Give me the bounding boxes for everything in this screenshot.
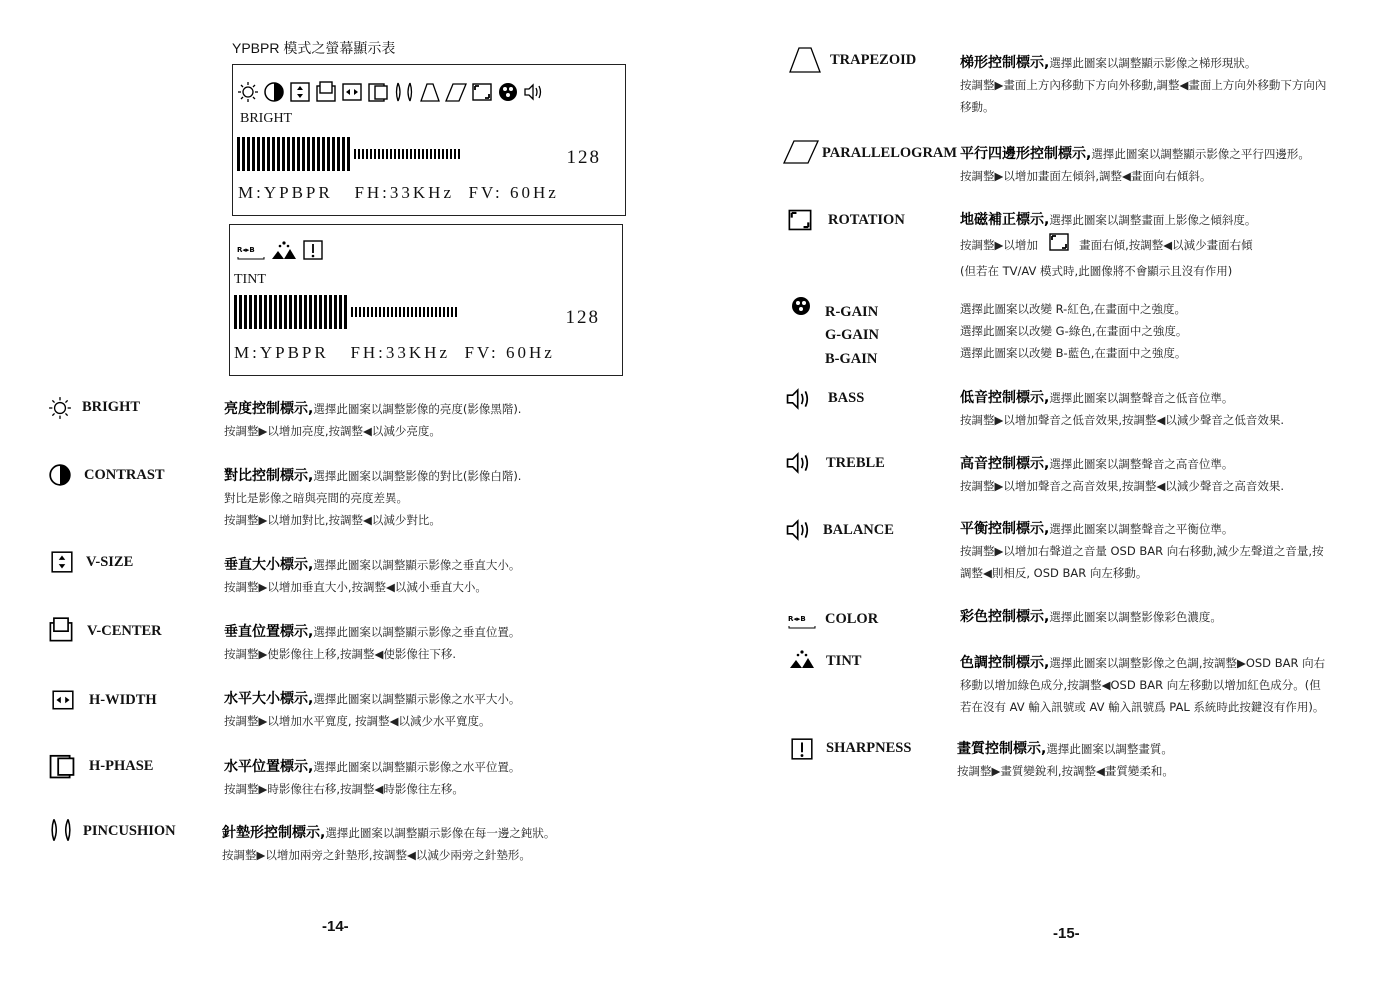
desc-heading: 低音控制標示, bbox=[960, 390, 1050, 406]
page-15 bbox=[695, 0, 1390, 992]
item-description bbox=[222, 822, 555, 866]
item-description bbox=[960, 387, 1284, 431]
desc-line: 按調整▶以增加聲音之低音效果,按調整◀以減少聲音之低音效果. bbox=[960, 413, 1284, 427]
desc-line: 選擇此圖案以調整顯示影像在每一邊之鈍狀。 bbox=[325, 826, 556, 840]
desc-line: 選擇此圖案以調整聲音之低音位準。 bbox=[1049, 391, 1234, 405]
desc-line: 按調整▶以增加兩旁之針墊形,按調整◀以減少兩旁之針墊形。 bbox=[222, 848, 531, 862]
osd-display-bright bbox=[232, 64, 626, 216]
desc-line: 按調整▶使影像往上移,按調整◀使影像往下移. bbox=[224, 647, 456, 661]
item-name: SHARPNESS bbox=[826, 740, 912, 756]
desc-line: 移動。 bbox=[960, 100, 995, 114]
parallelogram-icon bbox=[445, 81, 467, 103]
item-name: BALANCE bbox=[823, 522, 894, 538]
osd-label: TINT bbox=[234, 272, 266, 287]
item-name: CONTRAST bbox=[84, 467, 165, 483]
item-name: BRIGHT bbox=[82, 399, 141, 415]
color-icon bbox=[236, 239, 266, 261]
desc-line: 畫面右傾,按調整◀以減少畫面右傾 bbox=[1079, 238, 1253, 252]
item-description bbox=[960, 143, 1310, 187]
item-name: TRAPEZOID bbox=[830, 52, 917, 68]
item-name-r-gain: R-GAIN bbox=[825, 304, 879, 320]
v-center-icon bbox=[315, 81, 337, 103]
rotation-icon bbox=[1046, 231, 1072, 260]
desc-heading: 垂直大小標示, bbox=[224, 557, 314, 573]
item-name: V-SIZE bbox=[86, 554, 134, 570]
item-name: TINT bbox=[826, 653, 862, 669]
desc-heading: 對比控制標示, bbox=[224, 468, 314, 484]
bar-empty-segment bbox=[351, 307, 458, 317]
item-name: H-PHASE bbox=[89, 758, 154, 774]
desc-heading: 高音控制標示, bbox=[960, 456, 1050, 472]
palette-icon bbox=[790, 295, 812, 317]
item-description bbox=[960, 652, 1325, 718]
speaker-icon bbox=[785, 449, 813, 477]
osd-level-bar bbox=[237, 137, 461, 171]
desc-line: 調整◀則相反, OSD BAR 向左移動。 bbox=[960, 566, 1148, 580]
desc-heading: 彩色控制標示, bbox=[960, 609, 1050, 625]
osd-icon-row bbox=[236, 239, 324, 261]
desc-line: 選擇此圖案以調整顯示影像之垂直位置。 bbox=[313, 625, 521, 639]
h-phase-icon bbox=[48, 752, 76, 780]
item-description bbox=[960, 209, 1256, 282]
speaker-icon bbox=[523, 81, 545, 103]
desc-line: 選擇此圖案以調整聲音之高音位準。 bbox=[1049, 457, 1234, 471]
osd-value: 128 bbox=[565, 307, 600, 328]
h-width-icon bbox=[50, 688, 76, 712]
desc-line: 按調整▶以增加 bbox=[960, 238, 1038, 252]
desc-line: 選擇此圖案以調整顯示影像之水平大小。 bbox=[313, 692, 521, 706]
desc-line: 選擇此圖案以改變 B-藍色,在畫面中之強度。 bbox=[960, 346, 1187, 360]
desc-line: 選擇此圖案以調整影像的對比(影像白階). bbox=[313, 469, 522, 483]
item-description bbox=[960, 518, 1324, 584]
v-size-icon bbox=[289, 81, 311, 103]
desc-line: 選擇此圖案以調整畫質。 bbox=[1046, 742, 1173, 756]
desc-line: 按調整▶以增加畫面左傾斜,調整◀畫面向右傾斜。 bbox=[960, 169, 1212, 183]
sharpness-icon bbox=[790, 737, 814, 761]
bar-filled-segment bbox=[234, 295, 349, 329]
v-center-icon bbox=[48, 616, 74, 644]
item-name: COLOR bbox=[825, 611, 879, 627]
item-description bbox=[224, 688, 520, 732]
color-icon bbox=[787, 608, 817, 630]
desc-line: 選擇此圖案以調整畫面上影像之傾斜度。 bbox=[1049, 213, 1257, 227]
item-description bbox=[960, 52, 1326, 118]
item-name: ROTATION bbox=[828, 212, 905, 228]
osd-level-bar bbox=[234, 295, 458, 329]
tint-icon bbox=[787, 648, 817, 670]
desc-line: 選擇此圖案以調整影像的亮度(影像黑階). bbox=[313, 402, 522, 416]
item-description bbox=[960, 606, 1222, 628]
rotation-icon bbox=[471, 81, 493, 103]
color-icon-text: R◂▸B bbox=[788, 615, 806, 623]
speaker-icon bbox=[785, 385, 813, 413]
item-description bbox=[960, 298, 1187, 364]
item-description bbox=[960, 453, 1284, 497]
item-name: V-CENTER bbox=[87, 623, 162, 639]
item-description bbox=[224, 554, 520, 598]
h-phase-icon bbox=[367, 81, 389, 103]
desc-heading: 水平大小標示, bbox=[224, 691, 314, 707]
page-number: -14- bbox=[322, 918, 349, 935]
bar-filled-segment bbox=[237, 137, 352, 171]
osd-label: BRIGHT bbox=[240, 111, 293, 126]
desc-line: 選擇此圖案以調整顯示影像之梯形現狀。 bbox=[1049, 56, 1257, 70]
osd-value: 128 bbox=[566, 147, 601, 168]
item-description bbox=[224, 398, 521, 442]
desc-line: 選擇此圖案以改變 G-綠色,在畫面中之強度。 bbox=[960, 324, 1188, 338]
desc-heading: 平行四邊形控制標示, bbox=[960, 146, 1092, 162]
osd-status-line: M:YPBPR FH:33KHz FV: 60Hz bbox=[238, 183, 559, 202]
palette-icon bbox=[497, 81, 519, 103]
sun-icon bbox=[237, 81, 259, 103]
item-name: BASS bbox=[828, 390, 865, 406]
desc-line: 選擇此圖案以調整顯示影像之平行四邊形。 bbox=[1091, 147, 1310, 161]
desc-line: 按調整▶以增加垂直大小,按調整◀以減小垂直大小。 bbox=[224, 580, 487, 594]
bar-empty-segment bbox=[354, 149, 461, 159]
desc-line: 按調整▶畫質變銳利,按調整◀畫質變柔和。 bbox=[957, 764, 1174, 778]
svg-text:R◂▸B: R◂▸B bbox=[237, 246, 255, 254]
osd-display-tint bbox=[229, 224, 623, 376]
sun-icon bbox=[48, 396, 72, 420]
page-number: -15- bbox=[1053, 925, 1080, 942]
desc-line: 按調整▶畫面上方內移動下方向外移動,調整◀畫面上方向外移動下方向內 bbox=[960, 78, 1327, 92]
item-description bbox=[224, 621, 520, 665]
v-size-icon bbox=[50, 550, 74, 574]
item-description bbox=[957, 738, 1174, 782]
desc-heading: 色調控制標示, bbox=[960, 655, 1050, 671]
parallelogram-icon bbox=[782, 139, 820, 165]
desc-line: 按調整▶以增加聲音之高音效果,按調整◀以減少聲音之高音效果. bbox=[960, 479, 1284, 493]
desc-line: 按調整▶以增加右聲道之音量 OSD BAR 向右移動,減少左聲道之音量,按 bbox=[960, 544, 1324, 558]
desc-line: 按調整▶以增加對比,按調整◀以減少對比。 bbox=[224, 513, 441, 527]
desc-heading: 平衡控制標示, bbox=[960, 521, 1050, 537]
desc-line: 按調整▶以增加水平寬度, 按調整◀以減少水平寬度。 bbox=[224, 714, 491, 728]
desc-line: 選擇此圖案以調整影像之色調,按調整▶OSD BAR 向右 bbox=[1049, 656, 1326, 670]
tint-icon bbox=[270, 239, 298, 261]
item-name-b-gain: B-GAIN bbox=[825, 351, 878, 367]
desc-line: 若在沒有 AV 輸入訊號或 AV 輸入訊號爲 PAL 系統時此按鍵沒有作用)。 bbox=[960, 700, 1325, 714]
desc-heading: 水平位置標示, bbox=[224, 759, 314, 775]
desc-line: 對比是影像之暗與亮間的亮度差異。 bbox=[224, 491, 408, 505]
osd-status-line: M:YPBPR FH:33KHz FV: 60Hz bbox=[234, 343, 555, 362]
item-name: H-WIDTH bbox=[89, 692, 157, 708]
item-description bbox=[224, 465, 521, 531]
desc-line: 移動以增加綠色成分,按調整◀OSD BAR 向左移動以增加紅色成分。(但 bbox=[960, 678, 1321, 692]
desc-line: 選擇此圖案以調整顯示影像之垂直大小。 bbox=[313, 558, 521, 572]
item-name: PARALLELOGRAM bbox=[822, 145, 958, 161]
desc-line: 按調整▶以增加亮度,按調整◀以減少亮度。 bbox=[224, 424, 441, 438]
desc-line: 選擇此圖案以調整影像彩色濃度。 bbox=[1049, 610, 1222, 624]
contrast-icon bbox=[48, 463, 72, 487]
desc-heading: 亮度控制標示, bbox=[224, 401, 314, 417]
h-width-icon bbox=[341, 81, 363, 103]
item-name: TREBLE bbox=[826, 455, 885, 471]
desc-line: 選擇此圖案以調整聲音之平衡位準。 bbox=[1049, 522, 1234, 536]
item-name: PINCUSHION bbox=[83, 823, 176, 839]
desc-heading: 垂直位置標示, bbox=[224, 624, 314, 640]
item-description bbox=[224, 756, 520, 800]
pincushion-icon bbox=[393, 81, 415, 103]
desc-heading: 畫質控制標示, bbox=[957, 741, 1047, 757]
item-name-g-gain: G-GAIN bbox=[825, 327, 879, 343]
osd-table-title: YPBPR 模式之螢幕顯示表 bbox=[232, 40, 396, 56]
contrast-icon bbox=[263, 81, 285, 103]
desc-heading: 梯形控制標示, bbox=[960, 55, 1050, 71]
desc-line: (但若在 TV/AV 模式時,此圖像將不會顯示且沒有作用) bbox=[960, 264, 1233, 278]
pincushion-icon bbox=[46, 817, 76, 843]
desc-heading: 針墊形控制標示, bbox=[222, 825, 326, 841]
trapezoid-icon bbox=[419, 81, 441, 103]
sharpness-icon bbox=[302, 239, 324, 261]
desc-line: 按調整▶時影像往右移,按調整◀時影像往左移。 bbox=[224, 782, 464, 796]
rotation-icon bbox=[787, 207, 813, 233]
speaker-icon bbox=[785, 516, 813, 544]
osd-icon-row bbox=[237, 81, 545, 103]
trapezoid-icon bbox=[788, 46, 822, 74]
desc-line: 選擇此圖案以改變 R-紅色,在畫面中之強度。 bbox=[960, 302, 1186, 316]
desc-line: 選擇此圖案以調整顯示影像之水平位置。 bbox=[313, 760, 521, 774]
desc-heading: 地磁補正標示, bbox=[960, 212, 1050, 228]
